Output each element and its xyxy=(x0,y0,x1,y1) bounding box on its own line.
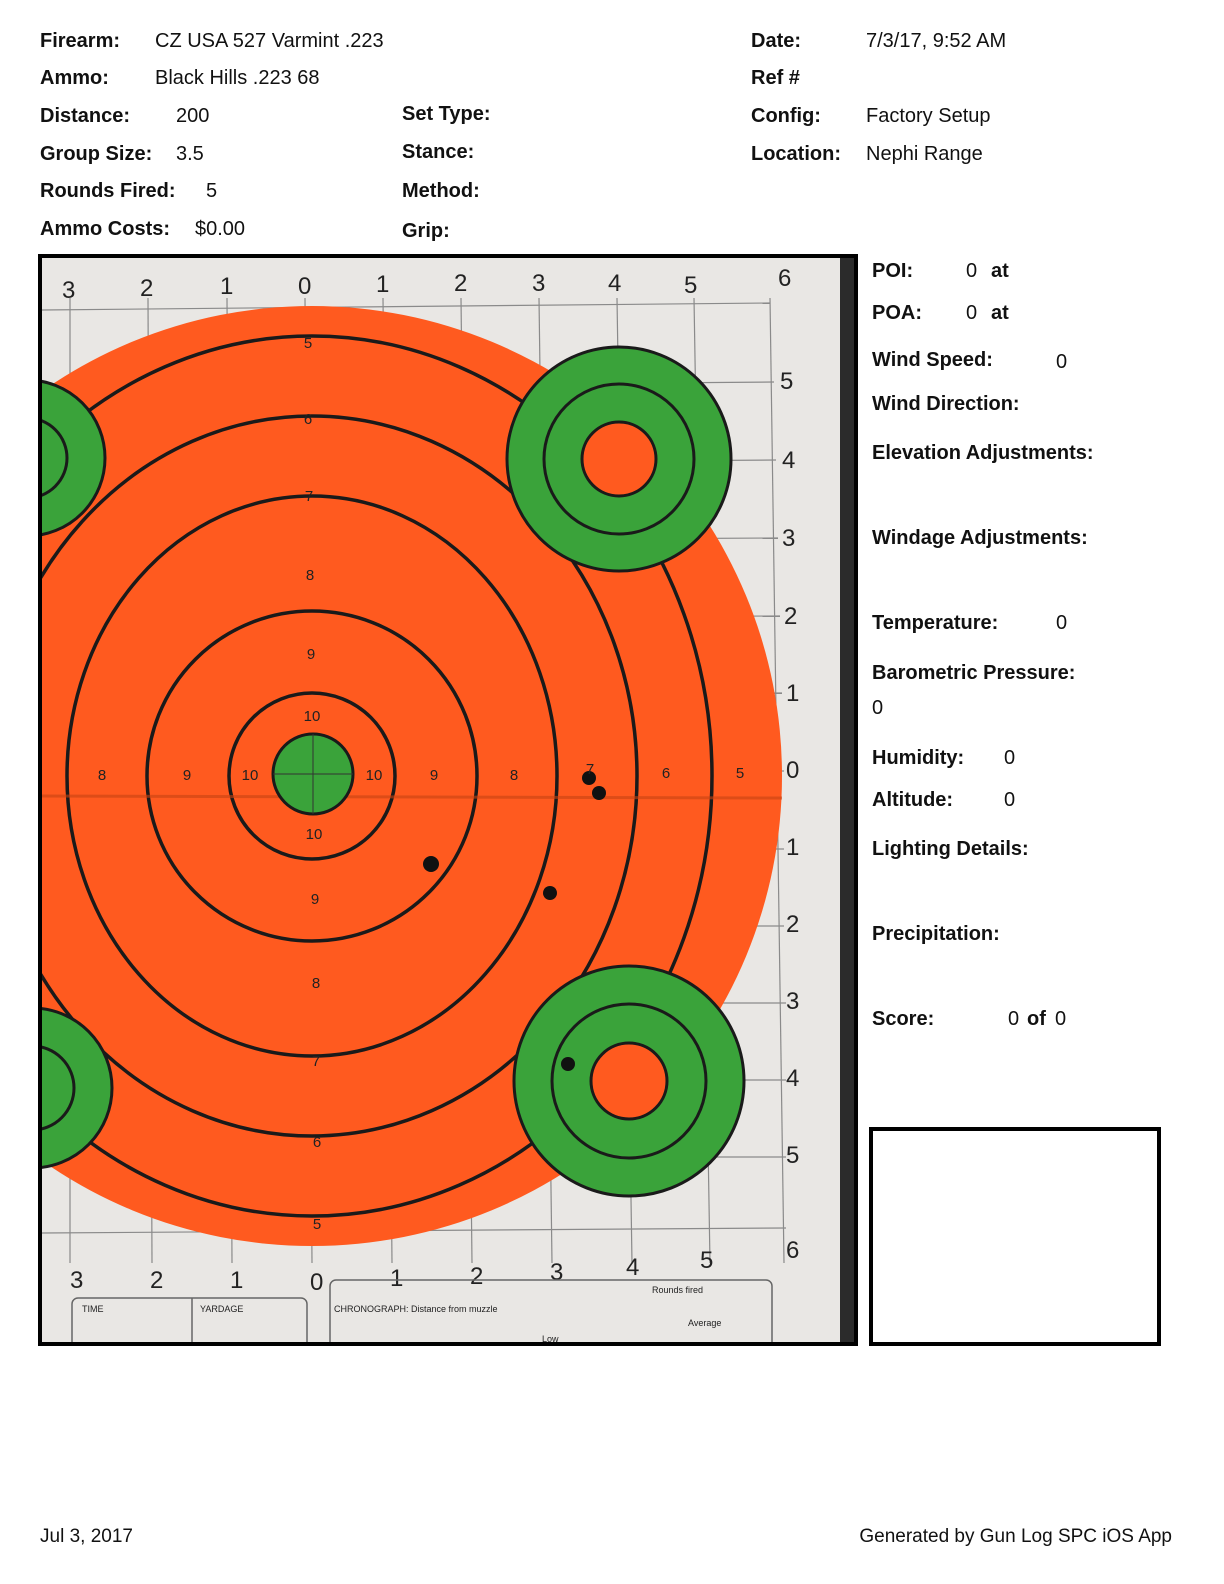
set-type-label: Set Type: xyxy=(402,103,491,125)
config-value: Factory Setup xyxy=(866,105,991,127)
top-scale-label: 1 xyxy=(376,271,390,298)
rounds-fired-value: 5 xyxy=(206,180,218,202)
ring-number: 8 xyxy=(311,975,321,992)
windage-adjustments-label: Windage Adjustments: xyxy=(872,527,1088,549)
right-scale-label: 3 xyxy=(782,525,796,552)
temperature-value: 0 xyxy=(1056,612,1068,634)
ref-label: Ref # xyxy=(751,67,800,89)
top-scale-label: 6 xyxy=(778,265,792,292)
right-scale-label: 0 xyxy=(786,757,800,784)
ammo-costs-value: $0.00 xyxy=(195,218,246,240)
top-scale-label: 1 xyxy=(220,273,234,300)
form-average-label: Average xyxy=(688,1318,722,1328)
temperature-label: Temperature: xyxy=(872,612,999,634)
bottom-scale-label: 6 xyxy=(786,1237,800,1264)
group-size-value: 3.5 xyxy=(176,143,204,165)
humidity-label: Humidity: xyxy=(872,747,965,769)
barometric-pressure-value: 0 xyxy=(872,697,884,719)
location-value: Nephi Range xyxy=(866,143,983,165)
ring-number: 6 xyxy=(661,765,671,782)
ring-number: 9 xyxy=(310,891,320,908)
grip-label: Grip: xyxy=(402,220,450,242)
ammo-label: Ammo: xyxy=(40,67,109,89)
bullet-hole xyxy=(561,1057,575,1071)
elevation-adjustments-label: Elevation Adjustments: xyxy=(872,442,1094,464)
bottom-scale-label: 4 xyxy=(626,1254,640,1281)
score-label: Score: xyxy=(872,1008,935,1030)
barometric-pressure-label: Barometric Pressure: xyxy=(872,662,1076,684)
score-value: 0 xyxy=(1008,1008,1020,1030)
ring-number: 10 xyxy=(365,767,383,784)
top-scale-label: 2 xyxy=(454,270,468,297)
score-total: 0 xyxy=(1055,1008,1067,1030)
ring-number: 8 xyxy=(305,567,315,584)
bottom-scale-label: 2 xyxy=(150,1267,164,1294)
ring-number: 10 xyxy=(241,767,259,784)
right-scale-label: 4 xyxy=(782,447,796,474)
ring-number: 9 xyxy=(306,646,316,663)
location-label: Location: xyxy=(751,143,841,165)
ring-number: 9 xyxy=(182,767,192,784)
target-photo xyxy=(38,254,858,1346)
stance-label: Stance: xyxy=(402,141,475,163)
top-scale-label: 2 xyxy=(140,275,154,302)
target-image xyxy=(42,258,854,1342)
poi-value: 0 xyxy=(966,260,978,282)
ring-number: 8 xyxy=(509,767,519,784)
poi-label: POI: xyxy=(872,260,914,282)
green-target-top-right xyxy=(507,347,731,571)
footer-date: Jul 3, 2017 xyxy=(40,1526,133,1547)
top-scale-label: 5 xyxy=(684,272,698,299)
bullet-hole xyxy=(543,886,557,900)
right-scale-label: 5 xyxy=(786,1142,800,1169)
form-rounds-label: Rounds fired xyxy=(652,1285,704,1295)
bottom-scale-label: 5 xyxy=(700,1247,714,1274)
top-scale-label: 4 xyxy=(608,270,622,297)
top-scale-label: 0 xyxy=(298,273,312,300)
wind-speed-label: Wind Speed: xyxy=(872,349,993,371)
date-value: 7/3/17, 9:52 AM xyxy=(866,30,1007,52)
ring-number: 8 xyxy=(97,767,107,784)
right-scale-label: 3 xyxy=(786,988,800,1015)
ring-number: 6 xyxy=(303,411,313,428)
right-scale-label: 2 xyxy=(784,603,798,630)
distance-value: 200 xyxy=(176,105,210,127)
ring-number: 7 xyxy=(311,1053,321,1070)
right-scale-label: 1 xyxy=(786,834,800,861)
firearm-value: CZ USA 527 Varmint .223 xyxy=(155,30,384,52)
config-label: Config: xyxy=(751,105,821,127)
poa-at: at xyxy=(991,302,1009,324)
poa-value: 0 xyxy=(966,302,978,324)
right-scale-label: 1 xyxy=(786,680,800,707)
poi-at: at xyxy=(991,260,1009,282)
precipitation-label: Precipitation: xyxy=(872,923,1000,945)
ring-number: 10 xyxy=(305,826,323,843)
green-target-bottom-right xyxy=(514,966,744,1196)
form-chrono-label: CHRONOGRAPH: Distance from muzzle xyxy=(334,1304,498,1314)
ammo-value: Black Hills .223 68 xyxy=(155,67,320,89)
form-low-label: Low xyxy=(542,1334,559,1342)
lighting-details-label: Lighting Details: xyxy=(872,838,1029,860)
ring-number: 5 xyxy=(735,765,745,782)
ring-number: 10 xyxy=(303,708,321,725)
humidity-value: 0 xyxy=(1004,747,1016,769)
right-scale-label: 4 xyxy=(786,1065,800,1092)
group-size-label: Group Size: xyxy=(40,143,153,165)
ring-number: 6 xyxy=(312,1134,322,1151)
altitude-value: 0 xyxy=(1004,789,1016,811)
ring-number: 7 xyxy=(585,761,595,778)
top-scale-label: 3 xyxy=(532,270,546,297)
distance-label: Distance: xyxy=(40,105,131,127)
rounds-fired-label: Rounds Fired: xyxy=(40,180,176,202)
bottom-scale-label: 1 xyxy=(230,1267,244,1294)
right-scale-label: 5 xyxy=(780,368,794,395)
ring-number: 5 xyxy=(303,335,313,352)
form-yardage-label: YARDAGE xyxy=(200,1304,244,1314)
ring-number: 7 xyxy=(304,488,314,505)
bullet-hole xyxy=(592,786,606,800)
wind-speed-value: 0 xyxy=(1056,351,1068,373)
bottom-scale-label: 0 xyxy=(310,1269,324,1296)
score-of: of xyxy=(1027,1008,1046,1030)
firearm-label: Firearm: xyxy=(40,30,121,52)
altitude-label: Altitude: xyxy=(872,789,954,811)
top-scale-label: 3 xyxy=(62,277,76,304)
bottom-scale-label: 2 xyxy=(470,1263,484,1290)
bullet-hole xyxy=(423,856,439,872)
form-time-label: TIME xyxy=(82,1304,104,1314)
date-label: Date: xyxy=(751,30,802,52)
ammo-costs-label: Ammo Costs: xyxy=(40,218,171,240)
method-label: Method: xyxy=(402,180,480,202)
poa-label: POA: xyxy=(872,302,922,324)
wind-direction-label: Wind Direction: xyxy=(872,393,1020,415)
bottom-scale-label: 1 xyxy=(390,1265,404,1292)
ring-number: 5 xyxy=(312,1216,322,1233)
footer-credit: Generated by Gun Log SPC iOS App xyxy=(859,1526,1172,1547)
bottom-scale-label: 3 xyxy=(70,1267,84,1294)
bottom-scale-label: 3 xyxy=(550,1259,564,1286)
right-scale-label: 2 xyxy=(786,911,800,938)
ring-number: 9 xyxy=(429,767,439,784)
notes-box xyxy=(869,1127,1161,1346)
